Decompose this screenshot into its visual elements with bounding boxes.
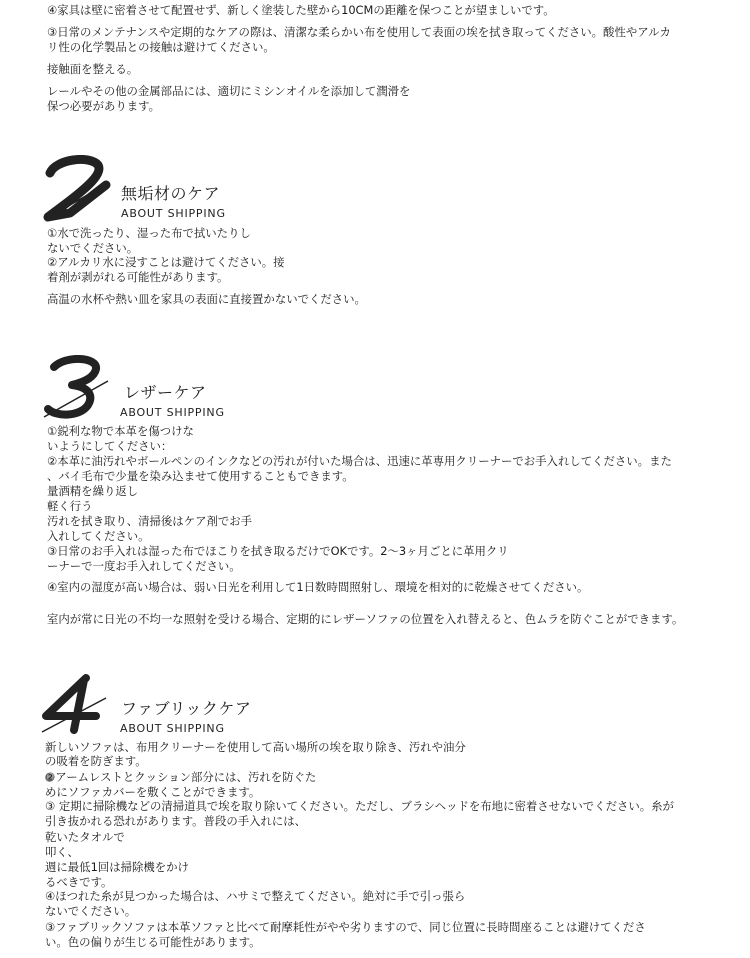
section-3-line-8: 入れしてください。 [47,529,150,543]
section-3-line-10: ーナーで一度お手入れしてください。 [47,559,241,573]
section-3-line-4: 、バイ毛布で少量を染み込ませて使用することもできます。 [47,469,354,483]
section-3-subtitle: ABOUT SHIPPING [120,406,225,419]
section-2-line-1: ①水で洗ったり、湿った布で拭いたりし [47,226,251,240]
section-4-line-9: 週に最低1回は掃除機をかけ [45,860,189,874]
section-3-line-1: ①鋭利な物で本革を傷つけな [47,424,194,438]
top-line-5: レールやその他の金属部品には、適切にミシンオイルを添加して潤滑を [47,84,411,98]
section-2-line-4: 着剤が剥がれる可能性があります。 [47,270,229,284]
section-4-line-11: ④ほつれた糸が見つかった場合は、ハサミで整えてください。絶対に手で引っ張ら [45,889,466,903]
section-4-line-14: い。色の偏りが生じる可能性があります。 [45,935,261,949]
top-line-1: ④家具は壁に密着させて配置せず、新しく塗装した壁から10CMの距離を保つことが望ましいです。 [47,3,555,17]
top-line-2: ③日常のメンテナンスや定期的なケアの際は、清潔な柔らかい布を使用して表面の埃を拭き取ってください。酸性やアルカ [47,25,671,39]
section-3-line-3: ②本革に油汚れやボールペンのインクなどの汚れが付いた場合は、迅速に革専用クリーナーでお手入れしてください。また [47,454,672,468]
top-line-3: リ性の化学製品との接触は避けてください。 [47,40,275,54]
top-line-6: 保つ必要があります。 [47,99,160,113]
section-4-subtitle: ABOUT SHIPPING [120,722,225,735]
section-3-line-6: 軽く行う [47,499,93,513]
section-4-line-6: 引き抜かれる恐れがあります。普段の手入れには、 [45,814,307,828]
section-4-line-12: ないでください。 [45,904,137,918]
section-4-line-1: 新しいソファは、布用クリーナーを使用して高い場所の埃を取り除き、汚れや油分 [45,740,466,754]
section-2-title: 無垢材のケア [121,184,221,203]
section-4-line-2: の吸着を防ぎます。 [45,754,147,768]
section-2-line-2: ないでください。 [47,241,139,255]
section-number-4-graphic [38,672,110,738]
section-4-line-13: ③ファブリックソファは本革ソファと比べて耐摩耗性がやや劣りますので、同じ位置に長時間座ることは避けてくださ [45,920,646,934]
section-3-title: レザーケア [124,383,207,402]
section-3-line-9: ③日常のお手入れは湿った布でほこりを拭き取るだけでOKです。2〜3ヶ月ごとに革用クリ [47,544,509,558]
section-2-line-5: 高温の水杯や熱い皿を家具の表面に直接置かないでください。 [47,292,366,306]
section-4-line-7: 乾いたタオルで [45,830,125,844]
section-3-line-5: 量酒精を繰り返し [47,484,139,498]
section-3-line-11: ④室内の湿度が高い場合は、弱い日光を利用して1日数時間照射し、環境を相対的に乾燥させてください。 [47,580,589,594]
section-4-line-4: めにソファカバーを敷くことができます。 [45,785,261,799]
section-4-line-3: ②アームレストとクッション部分には、汚れを防ぐた [45,770,317,784]
section-4-line-10: るべきです。 [45,875,113,889]
section-number-3-graphic [40,355,112,421]
section-3-line-12: 室内が常に日光の不均一な照射を受ける場合、定期的にレザーソファの位置を入れ替えると、色ムラを防ぐことができます。 [47,612,684,626]
section-number-2-graphic [40,155,112,223]
section-2-subtitle: ABOUT SHIPPING [121,207,226,220]
section-4-line-5: ③ 定期に掃除機などの清掃道具で埃を取り除いてください。ただし、ブラシヘッドを布地に密着させないでください。糸が [45,799,674,813]
top-line-4: 接触面を整える。 [47,62,139,76]
section-3-line-2: いようにしてください： [47,439,173,453]
section-2-line-3: ②アルカリ水に浸すことは避けてください。接 [47,255,285,269]
section-4-title: ファブリックケア [121,699,252,718]
section-3-line-7: 汚れを拭き取り、清掃後はケア剤でお手 [47,514,253,528]
section-4-line-8: 叩く、 [45,845,79,859]
